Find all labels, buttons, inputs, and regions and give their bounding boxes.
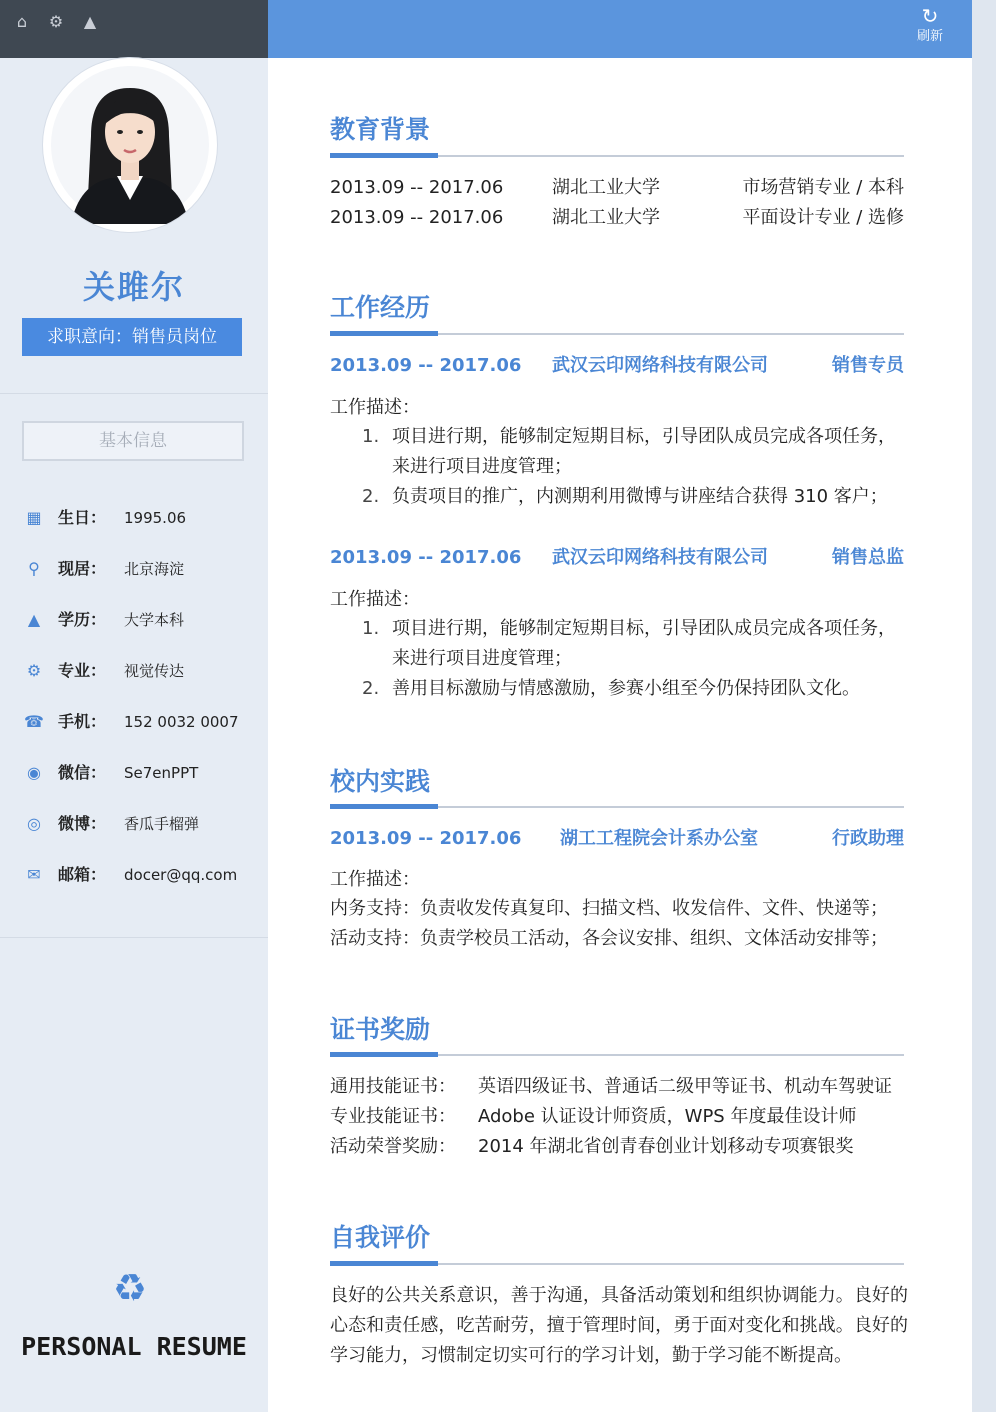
info-value: 1995.06 <box>124 509 187 527</box>
education-school: 湖北工业大学 <box>552 207 660 228</box>
item-number: 1. <box>362 618 380 639</box>
basic-info-list <box>22 506 262 914</box>
personal-resume-title: PERSONAL RESUME <box>21 1332 247 1361</box>
info-label: 专业： <box>58 661 107 680</box>
graduation-cap-icon[interactable]: ▲ <box>83 12 97 31</box>
info-label: 学历： <box>58 610 107 629</box>
section-divider <box>330 333 904 335</box>
refresh-icon: ↻ <box>921 4 939 28</box>
info-value: Se7enPPT <box>124 764 199 782</box>
section-title-education: 教育背景 <box>330 115 431 144</box>
sidebar-divider <box>0 393 268 394</box>
cert-row <box>330 1072 910 1102</box>
campus-header <box>330 825 904 853</box>
cert-key: 活动荣誉奖励： <box>330 1136 456 1157</box>
section-title-work: 工作经历 <box>330 293 431 322</box>
info-value: 香瓜手榴弹 <box>124 815 200 833</box>
gear-icon[interactable]: ⚙ <box>48 12 64 31</box>
item-text: 项目进行期，能够制定短期目标，引导团队成员完成各项任务，来进行项目进度管理； <box>392 618 896 669</box>
info-label: 微信： <box>58 763 107 782</box>
cert-key: 通用技能证书： <box>330 1076 456 1097</box>
info-row-phone <box>22 710 262 761</box>
education-row <box>330 204 904 232</box>
item-text: 负责项目的推广，内测期利用微博与讲座结合获得 310 客户； <box>392 486 888 507</box>
top-toolbar <box>0 0 268 58</box>
section-divider <box>330 1263 904 1265</box>
info-label: 手机： <box>58 712 107 731</box>
phone-icon: ☎ <box>24 712 44 731</box>
cert-value: 2014 年湖北省创青春创业计划移动专项赛银奖 <box>478 1136 854 1157</box>
recycle-icon: ♻ <box>112 1266 148 1310</box>
weibo-icon: ◎ <box>27 814 41 833</box>
job-desc-label: 工作描述： <box>330 397 420 418</box>
info-value: 视觉传达 <box>124 662 185 680</box>
info-row-residence <box>22 557 262 608</box>
campus-desc-label: 工作描述： <box>330 869 420 890</box>
info-row-weibo <box>22 812 262 863</box>
calendar-icon: ▦ <box>26 508 42 527</box>
sidebar-divider <box>0 937 268 938</box>
info-row-education <box>22 608 262 659</box>
campus-line: 活动支持：负责学校员工活动，各会议安排、组织、文体活动安排等； <box>330 928 888 949</box>
item-number: 1. <box>362 426 380 447</box>
cert-row <box>330 1132 910 1162</box>
info-label: 生日： <box>58 508 107 527</box>
home-icon[interactable]: ⌂ <box>16 12 28 31</box>
job-role: 销售专员 <box>832 355 904 376</box>
right-edge-strip <box>972 0 996 1412</box>
candidate-name: 关雎尔 <box>82 268 185 306</box>
info-row-email <box>22 863 262 914</box>
campus-period: 2013.09 -- 2017.06 <box>330 828 522 849</box>
header-bar <box>268 0 972 58</box>
education-row <box>330 174 904 202</box>
info-label: 邮箱： <box>58 865 107 884</box>
section-title-certs: 证书奖励 <box>330 1015 431 1044</box>
education-school: 湖北工业大学 <box>552 177 660 198</box>
campus-role: 行政助理 <box>832 828 904 849</box>
cert-value: Adobe 认证设计师资质，WPS 年度最佳设计师 <box>478 1106 857 1127</box>
refresh-button[interactable] <box>904 4 956 52</box>
item-text: 项目进行期，能够制定短期目标，引导团队成员完成各项任务，来进行项目进度管理； <box>392 426 896 477</box>
location-pin-icon: ⚲ <box>28 559 40 578</box>
education-period: 2013.09 -- 2017.06 <box>330 177 504 198</box>
section-divider <box>330 155 904 157</box>
job-header <box>330 352 904 380</box>
info-label: 现居： <box>58 559 107 578</box>
wechat-icon: ◉ <box>27 763 41 782</box>
campus-line: 内务支持：负责收发传真复印、扫描文档、收发信件、文件、快递等； <box>330 898 888 919</box>
cert-value: 英语四级证书、普通话二级甲等证书、机动车驾驶证 <box>478 1076 892 1097</box>
refresh-label: 刷新 <box>916 29 943 44</box>
section-divider <box>330 806 904 808</box>
cert-key: 专业技能证书： <box>330 1106 456 1127</box>
job-company: 武汉云印网络科技有限公司 <box>552 355 768 376</box>
section-title-self: 自我评价 <box>330 1223 431 1252</box>
section-divider <box>330 1054 904 1056</box>
job-role: 销售总监 <box>832 547 904 568</box>
self-evaluation-text: 良好的公共关系意识，善于沟通，具备活动策划和组织协调能力。良好的心态和责任感，吃苦耐劳，擅于管理时间，勇于面对变化和挑战。良好的学习能力，习惯制定切实可行的学习计划，勤于学习能不断提高。 <box>330 1285 908 1366</box>
mail-icon: ✉ <box>27 865 41 884</box>
job-period: 2013.09 -- 2017.06 <box>330 547 522 568</box>
info-value: 152 0032 0007 <box>124 713 239 731</box>
info-row-major <box>22 659 262 710</box>
job-desc-label: 工作描述： <box>330 589 420 610</box>
job-period: 2013.09 -- 2017.06 <box>330 355 522 376</box>
sidebar <box>0 58 268 1412</box>
cert-row <box>330 1102 910 1132</box>
education-major: 市场营销专业 / 本科 <box>742 177 904 198</box>
item-number: 2. <box>362 486 380 507</box>
info-value: 大学本科 <box>124 611 185 629</box>
item-number: 2. <box>362 678 380 699</box>
info-row-birthday <box>22 506 262 557</box>
campus-org: 湖工工程院会计系办公室 <box>560 828 758 849</box>
gear-icon: ⚙ <box>26 661 42 680</box>
avatar <box>43 58 217 232</box>
job-header <box>330 544 904 572</box>
education-period: 2013.09 -- 2017.06 <box>330 207 504 228</box>
graduation-cap-icon: ▲ <box>27 610 41 629</box>
section-title-campus: 校内实践 <box>330 767 431 796</box>
item-text: 善用目标激励与情感激励，参赛小组至今仍保持团队文化。 <box>392 678 860 699</box>
info-value: 北京海淀 <box>124 560 185 578</box>
basic-info-heading: 基本信息 <box>22 421 244 461</box>
job-company: 武汉云印网络科技有限公司 <box>552 547 768 568</box>
info-row-wechat <box>22 761 262 812</box>
education-major: 平面设计专业 / 选修 <box>742 207 904 228</box>
info-label: 微博： <box>58 814 107 833</box>
info-value: docer@qq.com <box>124 866 238 884</box>
job-intent-badge: 求职意向：销售员岗位 <box>22 318 242 356</box>
